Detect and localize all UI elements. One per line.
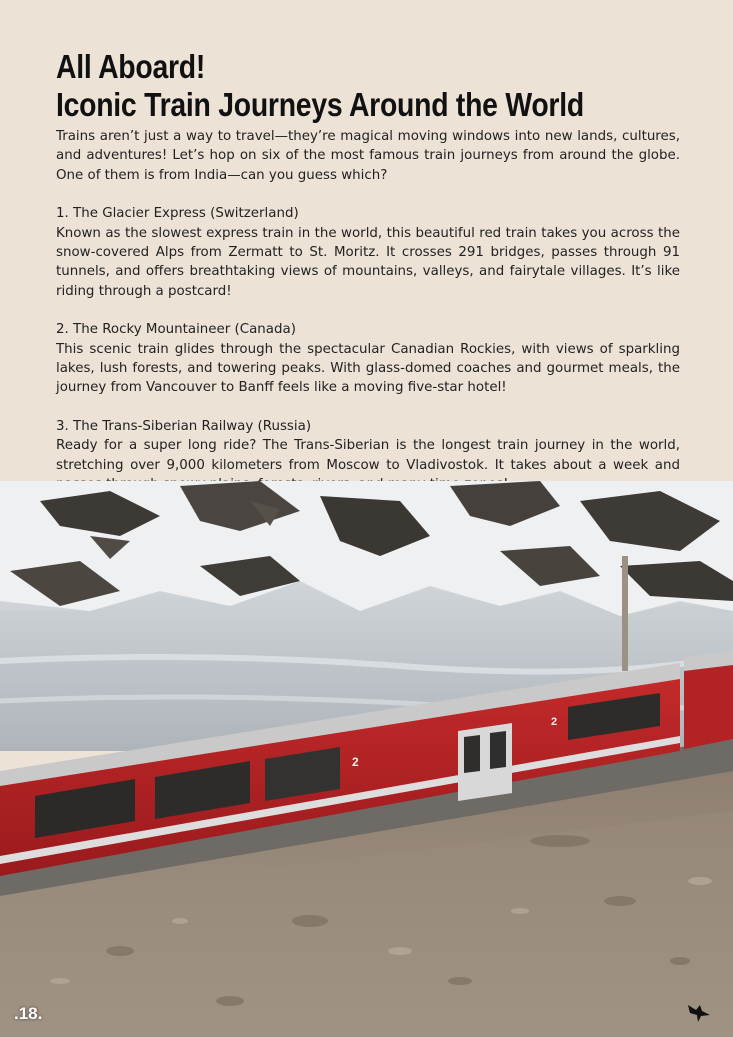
section-glacier-express xyxy=(56,204,680,301)
title-line-1: All Aboard! xyxy=(56,48,206,85)
bird-icon xyxy=(686,1001,712,1023)
train-photo xyxy=(0,481,733,1037)
section-rocky-mountaineer xyxy=(56,320,680,398)
title-line-2: Iconic Train Journeys Around the World xyxy=(56,86,584,123)
page-title xyxy=(56,48,624,124)
section-heading: 2. The Rocky Mountaineer (Canada) xyxy=(56,322,296,338)
car-number: 2 xyxy=(551,716,558,728)
section-text: This scenic train glides through the spectacular Canadian Rockies, with views of sparkling lakes, lush forests, and towering peaks. With glass-domed coaches and gourmet meals, the journey from Vancouver to Banff feels like a moving five-star hotel! xyxy=(56,341,680,396)
section-text: Ready for a super long ride? The Trans-Siberian is the longest train journey in the world, stretching over 9,000 kilometers from Moscow to Vladivostok. It takes about a week and xyxy=(56,438,680,473)
section-heading: 3. The Trans-Siberian Railway (Russia) xyxy=(56,418,312,434)
page-number: .18. xyxy=(14,1004,43,1023)
intro-paragraph: Trains aren’t just a way to travel—they’re magical moving windows into new lands, cultures, and adventures! Let’s hop on six of the most famous train journeys from around the globe. One of them is from India—can you guess which? xyxy=(56,129,680,183)
section-text: Known as the slowest express train in the world, this beautiful red train takes you across the snow-covered Alps from Zermatt to St. Moritz. It crosses 291 bridges, passes through 91 tunnels, and offers breathtaking views of mountains, valleys, and fairytale villages. It’s like riding through a postcard! xyxy=(56,225,680,299)
section-heading: 1. The Glacier Express (Switzerland) xyxy=(56,206,299,222)
car-number: 2 xyxy=(352,755,359,769)
article-body xyxy=(56,127,680,514)
